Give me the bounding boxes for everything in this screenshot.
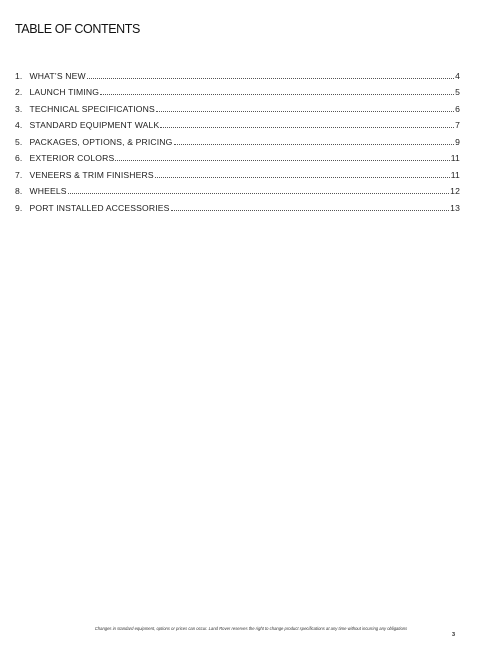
toc-entry-number: 5. <box>15 136 23 147</box>
toc-entry-label: LAUNCH TIMING <box>29 87 100 97</box>
page-number: 3 <box>452 632 456 638</box>
dot-leader <box>100 94 454 95</box>
toc-entry[interactable] <box>15 180 460 197</box>
toc-entry[interactable] <box>15 130 460 147</box>
footer-disclaimer: Changes in standard equipment, options or prices can occur. Land Rover reserves the right to change product specifications at any time without incurring any obligations <box>94 626 408 631</box>
toc-entry-number: 4. <box>15 120 23 130</box>
toc-entry-label: EXTERIOR COLORS <box>29 153 115 163</box>
toc-entry-number: 7. <box>15 169 23 180</box>
toc-entry-number: 1. <box>15 70 23 81</box>
toc-entry-label: VENEERS & TRIM FINISHERS <box>29 169 154 180</box>
dot-leader <box>174 144 455 145</box>
toc-entry-number: 8. <box>15 186 23 196</box>
toc-entry[interactable] <box>15 196 460 213</box>
toc-entry-page: 5 <box>455 87 460 97</box>
dot-leader <box>115 160 449 161</box>
toc-entry-page: 6 <box>455 103 460 114</box>
toc-list <box>15 64 460 213</box>
toc-entry-page: 12 <box>450 186 460 196</box>
toc-entry-label: WHAT’S NEW <box>29 70 86 81</box>
page-title: TABLE OF CONTENTS <box>15 22 140 36</box>
dot-leader <box>68 193 449 194</box>
toc-entry-page: 7 <box>455 120 460 130</box>
toc-entry-number: 9. <box>15 202 23 213</box>
toc-entry-label: PORT INSTALLED ACCESSORIES <box>29 202 170 213</box>
toc-entry-page: 11 <box>450 169 460 180</box>
toc-entry-label: PACKAGES, OPTIONS, & PRICING <box>29 136 173 147</box>
dot-leader <box>171 210 450 211</box>
toc-entry-page: 4 <box>455 70 460 81</box>
toc-entry[interactable] <box>15 64 460 81</box>
toc-entry[interactable] <box>15 114 460 131</box>
dot-leader <box>87 78 454 79</box>
toc-entry-number: 6. <box>15 153 23 163</box>
dot-leader <box>160 127 454 128</box>
toc-entry-label: STANDARD EQUIPMENT WALK <box>29 120 160 130</box>
toc-entry[interactable] <box>15 147 460 164</box>
dot-leader <box>156 111 454 112</box>
toc-entry-number: 3. <box>15 103 23 114</box>
toc-entry-label: TECHNICAL SPECIFICATIONS <box>29 103 155 114</box>
toc-entry[interactable] <box>15 81 460 98</box>
toc-entry-page: 13 <box>450 202 460 213</box>
toc-entry-label: WHEELS <box>29 186 67 196</box>
toc-entry[interactable] <box>15 97 460 114</box>
toc-entry-page: 9 <box>455 136 460 147</box>
toc-entry-number: 2. <box>15 87 23 97</box>
toc-entry-page: 11 <box>450 153 460 163</box>
toc-entry[interactable] <box>15 163 460 180</box>
dot-leader <box>155 177 450 178</box>
